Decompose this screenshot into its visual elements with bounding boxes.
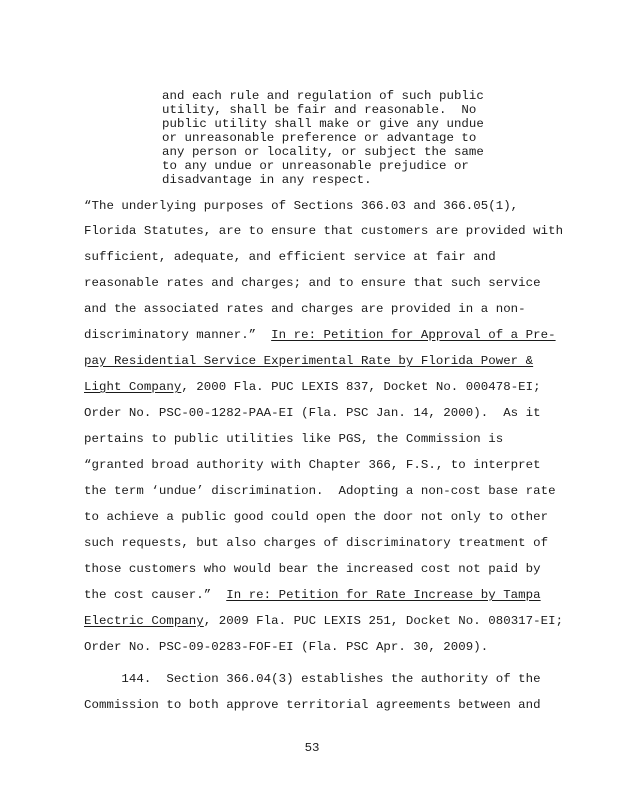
quote-line: and each rule and regulation of such public bbox=[162, 89, 484, 103]
body-line: Commission to both approve territorial agreements between and bbox=[84, 698, 541, 712]
case-citation: In re: Petition for Rate Increase by Tampa bbox=[226, 588, 541, 602]
quote-line: disadvantage in any respect. bbox=[162, 173, 372, 187]
body-text-run: discriminatory manner.” bbox=[84, 328, 272, 342]
body-line bbox=[84, 587, 541, 603]
body-line bbox=[84, 353, 533, 369]
body-line: “The underlying purposes of Sections 366.03 and 366.05(1), bbox=[84, 199, 519, 213]
quote-line: public utility shall make or give any undue bbox=[162, 117, 484, 131]
body-line: reasonable rates and charges; and to ensure that such service bbox=[84, 276, 541, 290]
quote-line: any person or locality, or subject the same bbox=[162, 145, 484, 159]
body-line: the term ‘undue’ discrimination. Adopting a non-cost base rate bbox=[84, 484, 556, 498]
body-line bbox=[84, 327, 556, 343]
page-number: 53 bbox=[304, 741, 320, 755]
body-line: to achieve a public good could open the door not only to other bbox=[84, 510, 549, 524]
body-text-run: , 2009 Fla. PUC LEXIS 251, Docket No. 080317-EI; bbox=[203, 614, 564, 628]
body-line bbox=[84, 379, 541, 395]
body-text-run: the cost causer.” bbox=[84, 588, 227, 602]
quote-line: to any undue or unreasonable prejudice or bbox=[162, 159, 469, 173]
case-citation: pay Residential Service Experimental Rate by Florida Power & bbox=[84, 354, 534, 368]
quote-line: or unreasonable preference or advantage to bbox=[162, 131, 477, 145]
body-line: such requests, but also charges of discriminatory treatment of bbox=[84, 536, 549, 550]
quote-line: utility, shall be fair and reasonable. No bbox=[162, 103, 477, 117]
body-line: “granted broad authority with Chapter 366, F.S., to interpret bbox=[84, 458, 541, 472]
case-citation: Light Company bbox=[84, 380, 182, 394]
body-line bbox=[84, 613, 563, 629]
body-line: Order No. PSC-00-1282-PAA-EI (Fla. PSC Jan. 14, 2000). As it bbox=[84, 406, 541, 420]
paragraph-start-line: 144. Section 366.04(3) establishes the authority of the bbox=[84, 672, 541, 686]
body-line: sufficient, adequate, and efficient service at fair and bbox=[84, 250, 496, 264]
case-citation: In re: Petition for Approval of a Pre- bbox=[271, 328, 556, 342]
body-line: those customers who would bear the increased cost not paid by bbox=[84, 562, 541, 576]
body-text-run: , 2000 Fla. PUC LEXIS 837, Docket No. 000478-EI; bbox=[181, 380, 541, 394]
body-line: Florida Statutes, are to ensure that customers are provided with bbox=[84, 224, 564, 238]
body-line: Order No. PSC-09-0283-FOF-EI (Fla. PSC Apr. 30, 2009). bbox=[84, 640, 489, 654]
body-line: and the associated rates and charges are provided in a non- bbox=[84, 302, 526, 316]
body-line: pertains to public utilities like PGS, the Commission is bbox=[84, 432, 504, 446]
case-citation: Electric Company bbox=[84, 614, 204, 628]
